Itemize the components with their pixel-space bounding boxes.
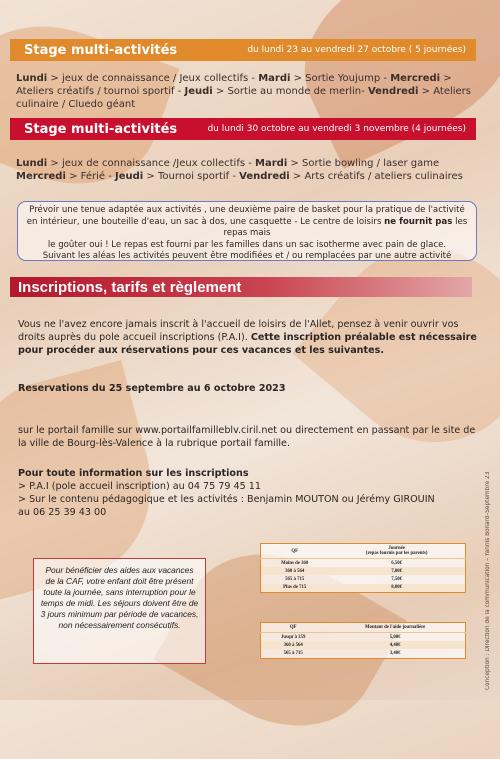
table-cell: 5,00€ <box>389 634 401 640</box>
table-cell: 565 à 715 <box>285 576 305 582</box>
stage1-title: Stage multi-activités <box>24 42 178 58</box>
stage2-title: Stage multi-activités <box>24 121 178 137</box>
stage1-day: Jeudi <box>184 86 213 97</box>
stage2-dates: du lundi 30 octobre au vendredi 3 novembre (4 journées) <box>207 124 466 134</box>
stage1-day: Lundi <box>16 73 48 84</box>
table-header-text: Journée <box>388 546 405 551</box>
notice-text: en intérieur, une bouteille d'eau, un sac à dos, une casquette - Le centre de loisirs <box>26 216 385 227</box>
stage1-activity: > Ateliers créatifs / tournoi sportif - <box>16 73 452 97</box>
stage2-day: Mardi <box>255 158 288 169</box>
table-row <box>261 575 466 583</box>
notice-line <box>26 217 468 240</box>
stage2-day: Mercredi <box>16 171 66 182</box>
stage1-activity: > Sortie au monde de merlin- <box>212 86 368 97</box>
equipment-notice <box>17 201 477 261</box>
stage2-activity: > Arts créatifs / ateliers culinaires <box>289 171 463 182</box>
table-header <box>328 544 465 559</box>
stage1-header <box>10 39 476 61</box>
table-row <box>261 649 466 658</box>
notice-line: Suivant les aléas les activités peuvent être modifiées et / ou remplacées par une autre activité <box>42 251 452 261</box>
table-cell: 6,50€ <box>391 560 403 566</box>
table-cell: Moins de 360 <box>281 560 309 566</box>
stage1-activity: > jeux de connaissance / Jeux collectifs - <box>47 73 259 84</box>
tariff-table <box>260 543 466 593</box>
intro-emphasis: Cette inscription préalable est nécessaire pour procéder aux réservations pour ces vacances et les suivantes. <box>18 332 477 356</box>
table-row <box>261 633 466 642</box>
notice-line: Prévoir une tenue adaptée aux activités , une deuxième paire de basket pour la pratique de l'activité <box>29 205 465 215</box>
stage1-activity: > Sortie Youjump - <box>290 73 391 84</box>
portal-paragraph: sur le portail famille sur www.portailfamilleblv.ciril.net ou directement en passant par le site de la ville de Bourg-lès-Valence à la rubrique portail famille. <box>18 425 476 449</box>
table-cell: 8,00€ <box>328 584 465 593</box>
table-header: Montant de l'aide journalière <box>325 623 465 633</box>
table-header: QF <box>261 544 329 559</box>
stage1-day: Mercredi <box>390 73 441 84</box>
reservation-dates <box>18 382 480 395</box>
intro-text: Vous ne l'avez encore jamais inscrit à l'accueil de loisirs de l'Allet, pensez à venir ouvrir vos droits auprès du pole accueil inscriptions (P.A.I). <box>18 319 459 343</box>
table-cell: 7,00€ <box>328 567 465 575</box>
info-block <box>18 467 480 519</box>
table-cell: Plus de 715 <box>261 584 329 593</box>
notice-line: le goûter oui ! Le repas est fourni par les familles dans un sac isotherme avec pain de glace. <box>47 239 447 250</box>
table-row <box>261 559 466 568</box>
stage2-activity: > Tournoi sportif - <box>143 171 240 182</box>
stage2-day: Lundi <box>16 158 48 169</box>
info-line: > Sur le contenu pédagogique et les activités : Benjamin MOUTON ou Jérémy GIROUIN <box>18 494 435 505</box>
stage1-day: Vendredi <box>367 86 419 97</box>
table-cell: 565 à 715 <box>283 650 303 656</box>
section-heading: Inscriptions, tarifs et règlement <box>10 277 472 297</box>
table-cell: Jusqu'à 359 <box>280 634 306 640</box>
info-line: au 06 25 39 43 00 <box>18 507 107 518</box>
aid-table <box>260 622 466 659</box>
table-row <box>261 584 466 593</box>
table-header: QF <box>261 623 326 633</box>
stage1-schedule <box>16 72 482 111</box>
caf-aid-box: Pour bénéficier des aides aux vacances de la CAF, votre enfant doit être présent toute la journée, sans interruption pour le temps de midi. Les séjours doivent être de 3 jours minimum par période de vacances, non nécessairement consécutifs. <box>33 558 206 664</box>
table-cell: 7,50€ <box>391 576 403 582</box>
stage1-dates: du lundi 23 au vendredi 27 octobre ( 5 journées) <box>247 45 466 55</box>
stage2-activity: > jeux de connaissance /Jeux collectifs - <box>47 158 256 169</box>
table-header-subtext: (repas fournis par les parents) <box>365 551 428 556</box>
reservation-text: Reservations du 25 septembre au 6 octobre 2023 <box>18 383 286 394</box>
notice-emphasis: ne fournit pas <box>384 216 453 227</box>
intro-paragraph <box>18 318 480 357</box>
stage2-activity: > Férié - <box>65 171 116 182</box>
stage2-day: Jeudi <box>115 171 144 182</box>
info-title: Pour toute information sur les inscriptions <box>18 468 249 479</box>
stage2-day: Vendredi <box>239 171 290 182</box>
stage1-activity: > Ateliers culinaire / Cluedo géant <box>16 86 472 110</box>
stage2-header <box>10 118 476 140</box>
table-cell: 360 à 564 <box>261 567 329 575</box>
design-credit: Conception : Direction de la communication – Yannis Bollard–Septembre 23 <box>485 471 491 690</box>
stage2-schedule <box>16 157 482 183</box>
table-row <box>261 641 466 649</box>
info-line: > P.A.I (pole accueil inscription) au 04 75 79 45 11 <box>18 481 261 492</box>
table-cell: 4,40€ <box>325 641 465 649</box>
notice-text: les repas mais <box>223 216 468 238</box>
table-cell: 360 à 564 <box>261 641 326 649</box>
stage1-day: Mardi <box>258 73 291 84</box>
table-row <box>261 567 466 575</box>
table-cell: 3,40€ <box>389 650 401 656</box>
stage2-activity: > Sortie bowling / laser game <box>287 158 440 169</box>
